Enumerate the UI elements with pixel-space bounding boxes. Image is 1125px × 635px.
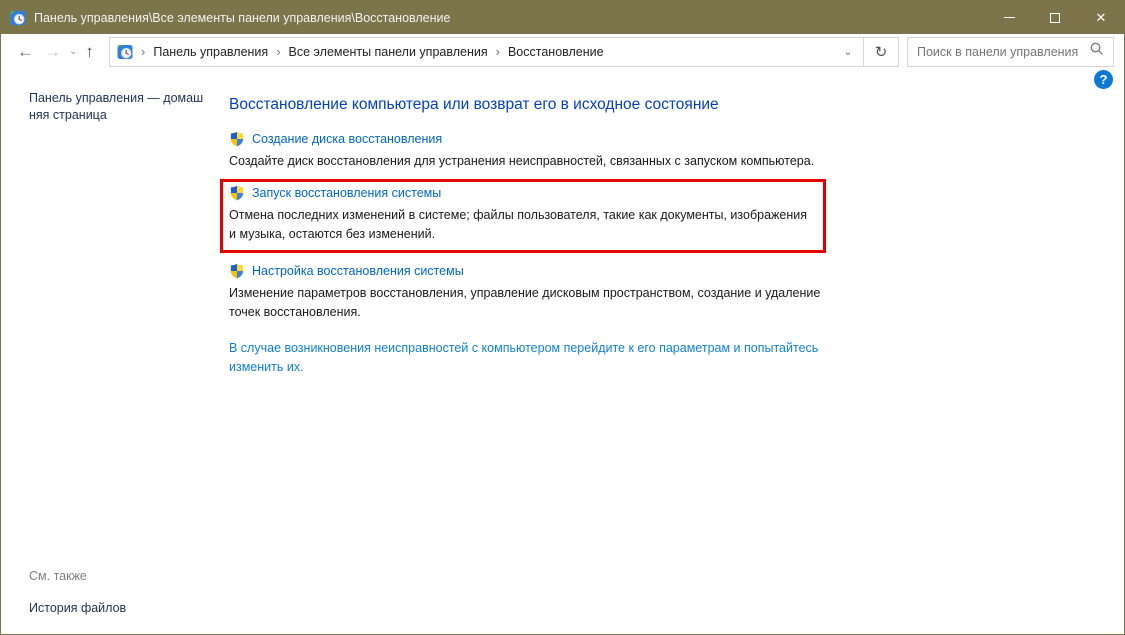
breadcrumb-all-items[interactable]: Все элементы панели управления [288,44,488,59]
see-also-label: См. также [29,569,87,583]
nav-arrows [1,43,109,60]
sidebar-item-file-history[interactable]: История файлов [29,601,127,615]
breadcrumb-control-panel[interactable]: Панель управления [153,44,269,59]
link-configure-system-restore[interactable]: Настройка восстановления системы [252,264,464,278]
maximize-icon [1050,13,1060,23]
uac-shield-icon [229,263,245,279]
address-location-icon [117,44,133,60]
navigation-bar [1,34,1124,69]
task-description: Изменение параметров восстановления, управление дисковым пространством, создание и удаление точек восстановления. [229,286,821,319]
breadcrumb-separator-icon: › [276,44,281,59]
link-open-system-restore[interactable]: Запуск восстановления системы [252,186,442,200]
sidebar [1,69,229,635]
breadcrumb-recovery[interactable]: Восстановление [507,44,604,59]
uac-shield-icon [229,185,245,201]
task-link-row [229,263,1124,279]
task-description: Создайте диск восстановления для устранения неисправностей, связанных с запуском компьютера. [229,154,815,168]
maximize-button[interactable] [1032,1,1078,34]
task-link-row [229,185,815,201]
task-link-row [229,131,1124,147]
close-icon: ✕ [1095,10,1107,25]
task-create-recovery-drive [229,131,1124,171]
main-panel [229,69,1124,635]
page-title: Восстановление компьютера или возврат его в исходное состояние [229,96,719,113]
control-panel-icon [10,10,26,26]
window-controls [986,1,1124,34]
address-bar[interactable] [109,37,899,67]
minimize-icon [1004,17,1015,18]
link-create-recovery-drive[interactable]: Создание диска восстановления [252,132,443,146]
minimize-button[interactable] [986,1,1032,34]
search-box [907,37,1114,67]
task-description: Отмена последних изменений в системе; файлы пользователя, такие как документы, изображения и музыка, остаются без изменений. [229,208,807,241]
task-configure-system-restore [229,263,1124,322]
address-dropdown-icon[interactable]: ⌄ [843,46,853,58]
search-input[interactable] [917,45,1084,59]
task-open-system-restore [220,179,826,253]
refresh-icon[interactable]: ↻ [863,38,898,66]
forward-icon[interactable]: → [44,42,61,61]
back-icon[interactable]: ← [17,42,34,61]
troubleshoot-note-link[interactable]: В случае возникновения неисправностей с компьютером перейдите к его параметрам и попытайтесь изменить их. [229,341,819,374]
breadcrumb-separator-icon: › [141,44,146,59]
breadcrumb-separator-icon: › [495,44,500,59]
search-icon[interactable] [1090,42,1104,61]
sidebar-item-control-panel-home[interactable]: Панель управления — домашняя страница [29,91,204,122]
sidebar-see-also-section [29,568,229,617]
window-title: Панель управления\Все элементы панели управления\Восстановление [34,10,451,25]
uac-shield-icon [229,131,245,147]
up-icon[interactable]: ↑ [85,42,94,61]
close-button[interactable] [1078,1,1124,34]
help-icon: ? [1099,72,1108,87]
help-button[interactable] [1094,70,1113,89]
history-dropdown-icon[interactable]: ⌄ [69,45,78,57]
content-area [1,69,1124,635]
titlebar [1,1,1124,34]
